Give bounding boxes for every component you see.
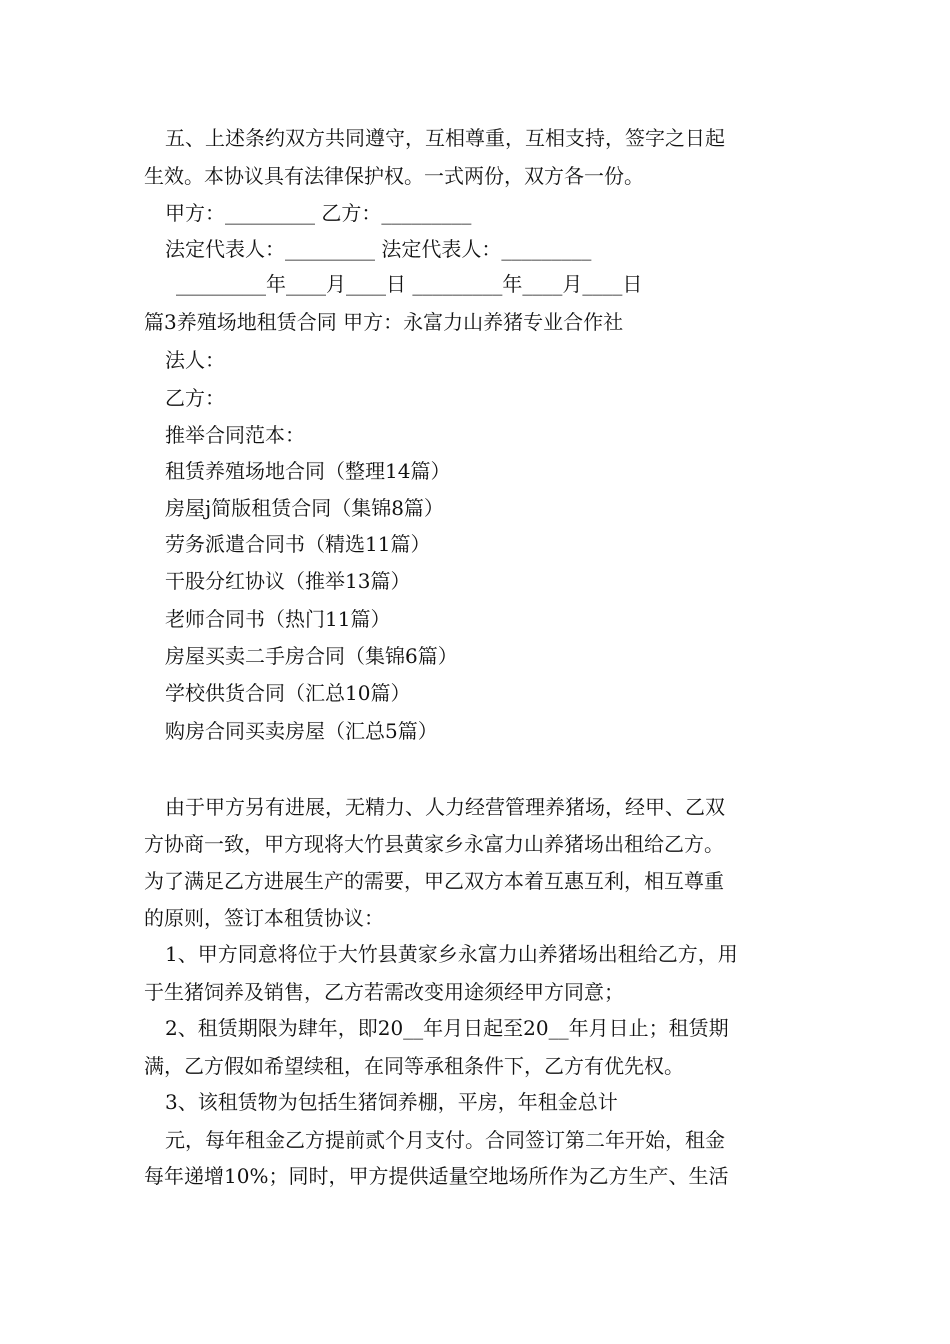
text-line: 为了满足乙方进展生产的需要，甲乙双方本着互惠互利，相互尊重 <box>144 869 724 893</box>
related-contract-item: 房屋j简版租赁合同（集锦8篇） <box>165 496 444 520</box>
text-line: 法定代表人：_________ 法定代表人：_________ <box>165 237 592 261</box>
text-line: 1、甲方同意将位于大竹县黄家乡永富力山养猪场出租给乙方，用 <box>165 942 738 966</box>
text-line: 的原则，签订本租赁协议： <box>144 906 384 930</box>
text-line: 生效。本协议具有法律保护权。一式两份，双方各一份。 <box>144 164 644 188</box>
related-contract-item: 劳务派遣合同书（精选11篇） <box>165 532 431 556</box>
related-contract-item: 老师合同书（热门11篇） <box>165 607 391 631</box>
text-line: 方协商一致，甲方现将大竹县黄家乡永富力山养猪场出租给乙方。 <box>144 832 724 856</box>
text-line: 推举合同范本： <box>165 423 305 447</box>
text-line: 每年递增10%；同时，甲方提供适量空地场所作为乙方生产、生活 <box>144 1164 729 1188</box>
text-line: 由于甲方另有进展，无精力、人力经营管理养猪场，经甲、乙双 <box>165 795 725 819</box>
related-contract-item: 租赁养殖场地合同（整理14篇） <box>165 459 451 483</box>
related-contract-item: 干股分红协议（推举13篇） <box>165 569 411 593</box>
text-line: 满，乙方假如希望续租，在同等承租条件下，乙方有优先权。 <box>144 1054 684 1078</box>
text-line: 五、上述条约双方共同遵守，互相尊重，互相支持，签字之日起 <box>165 126 725 150</box>
text-line: 元，每年租金乙方提前贰个月支付。合同签订第二年开始，租金 <box>165 1128 725 1152</box>
text-line: 法人： <box>165 348 225 372</box>
text-line: _________年____月____日 _________年____月____日 <box>176 272 643 296</box>
text-line: 乙方： <box>165 386 225 410</box>
text-line: 于生猪饲养及销售，乙方若需改变用途须经甲方同意； <box>144 980 624 1004</box>
related-contract-item: 学校供货合同（汇总10篇） <box>165 681 411 705</box>
related-contract-item: 购房合同买卖房屋（汇总5篇） <box>165 719 438 743</box>
text-line: 甲方：_________ 乙方：_________ <box>165 201 472 225</box>
section-heading: 篇3养殖场地租赁合同 甲方：永富力山养猪专业合作社 <box>144 310 624 334</box>
text-line: 2、租赁期限为肆年，即20__年月日起至20__年月日止；租赁期 <box>165 1016 729 1040</box>
related-contract-item: 房屋买卖二手房合同（集锦6篇） <box>165 644 458 668</box>
text-line: 3、该租赁物为包括生猪饲养棚，平房，年租金总计 <box>165 1090 618 1114</box>
